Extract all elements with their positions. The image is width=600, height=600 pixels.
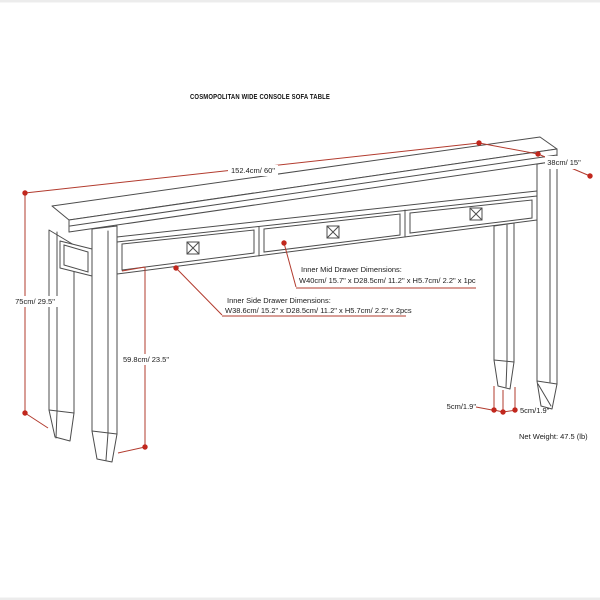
- mid-drawer-callout: [299, 265, 476, 285]
- back-right-leg: [494, 223, 514, 389]
- drawer-knob-icon: [470, 208, 482, 220]
- side-drawer-callout: [225, 296, 412, 315]
- foot-dimension-lines: [494, 386, 515, 412]
- net-weight-label: Net Weight: 47.5 (lb): [519, 432, 588, 441]
- height-dimension-label: 75cm/ 29.5": [15, 297, 55, 306]
- front-left-leg: [92, 226, 117, 462]
- foot-left-dimension-label: 5cm/1.9": [446, 402, 476, 411]
- mid-drawer-callout-detail: W40cm/ 15.7" x D28.5cm/ 11.2" x H5.7cm/ 2.2" x 1pc: [299, 276, 476, 285]
- mid-drawer-callout-heading: Inner Mid Drawer Dimensions:: [301, 265, 402, 274]
- drawer-knob-icon: [327, 226, 339, 238]
- front-right-leg: [537, 161, 557, 409]
- drawer-knob-icon: [187, 242, 199, 254]
- width-dimension-label: 152.4cm/ 60": [231, 166, 275, 175]
- side-drawer-callout-heading: Inner Side Drawer Dimensions:: [227, 296, 331, 305]
- side-drawer-callout-detail: W38.6cm/ 15.2" x D28.5cm/ 11.2" x H5.7cm/ 2.2" x 2pcs: [225, 306, 412, 315]
- foot-right-dimension-label: 5cm/1.9": [520, 406, 550, 415]
- depth-dimension-label: 38cm/ 15": [547, 158, 581, 167]
- height-leader-line: [25, 413, 48, 428]
- leg-height-dimension-label: 59.8cm/ 23.5": [122, 355, 170, 364]
- top-edge-band: [0, 0, 600, 3]
- diagram-title: COSMOPOLITAN WIDE CONSOLE SOFA TABLE: [190, 92, 330, 101]
